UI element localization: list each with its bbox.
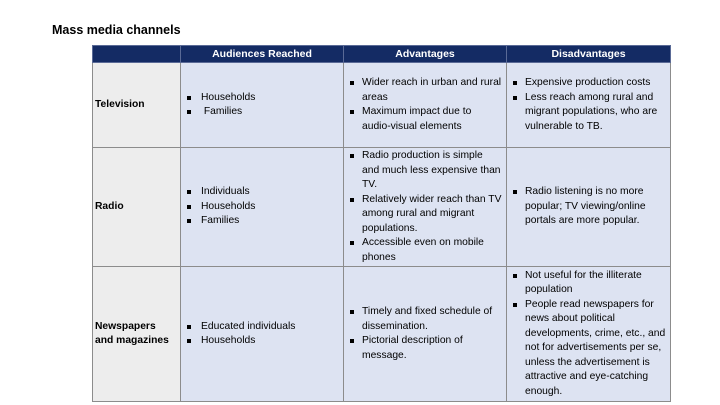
row-label-radio: Radio [93, 148, 181, 267]
table-row-newspapers [93, 267, 671, 402]
list-item: Radio production is simple and much less expensive than TV. [348, 149, 502, 193]
audiences-cell [181, 63, 344, 148]
list-item: Families [185, 105, 339, 120]
row-label-newspapers: Newspapers and magazines [93, 267, 181, 402]
header-audiences: Audiences Reached [181, 46, 344, 63]
list-item: Not useful for the illiterate population [511, 269, 666, 298]
list-item: Educated individuals [185, 320, 339, 335]
header-disadvantages: Disadvantages [507, 46, 671, 63]
advantages-cell [344, 148, 507, 267]
list-item: Expensive production costs [511, 76, 666, 91]
disadvantages-cell [507, 63, 671, 148]
list-item: Households [185, 91, 339, 106]
list-item: Pictorial description of message. [348, 334, 502, 363]
table-row-radio [93, 148, 671, 267]
list-item: Accessible even on mobile phones [348, 236, 502, 265]
table-row-television [93, 63, 671, 148]
row-label-television: Television [93, 63, 181, 148]
media-channels-table [92, 45, 671, 402]
list-item: Radio listening is no more popular; TV viewing/online portals are more popular. [511, 185, 666, 229]
disadvantages-cell [507, 148, 671, 267]
header-empty [93, 46, 181, 63]
list-item: Less reach among rural and migrant populations, who are vulnerable to TB. [511, 91, 666, 135]
list-item: Timely and fixed schedule of dissemination. [348, 305, 502, 334]
list-item: Households [185, 334, 339, 349]
disadvantages-cell [507, 267, 671, 402]
page-title: Mass media channels [52, 23, 181, 37]
list-item: Households [185, 200, 339, 215]
list-item: Wider reach in urban and rural areas [348, 76, 502, 105]
list-item: Maximum impact due to audio-visual elements [348, 105, 502, 134]
header-advantages: Advantages [344, 46, 507, 63]
list-item: People read newspapers for news about political developments, crime, etc., and not for advertisements per se, unless the advertisement is attractive and eye-catching enough. [511, 298, 666, 400]
list-item: Individuals [185, 185, 339, 200]
advantages-cell [344, 267, 507, 402]
audiences-cell [181, 148, 344, 267]
list-item: Families [185, 214, 339, 229]
list-item: Relatively wider reach than TV among rural and migrant populations. [348, 193, 502, 237]
advantages-cell [344, 63, 507, 148]
header-row [93, 46, 671, 63]
audiences-cell [181, 267, 344, 402]
